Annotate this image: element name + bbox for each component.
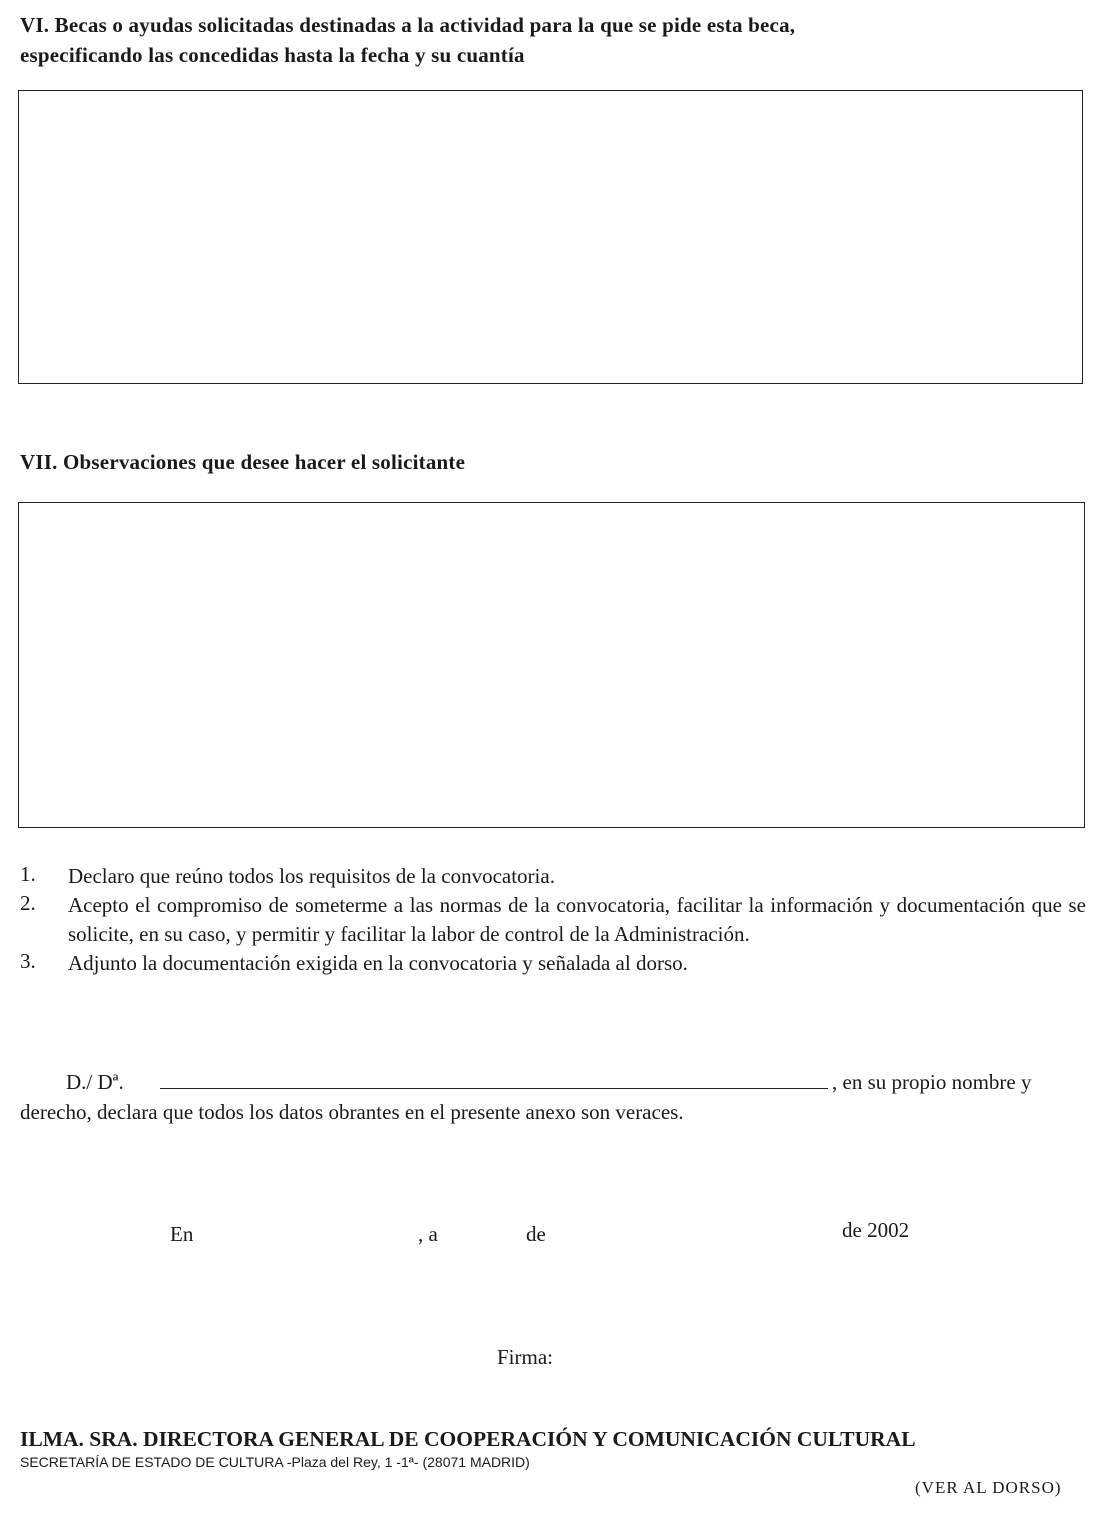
declaration-number: 3. (20, 949, 36, 973)
date-year-label: de 2002 (842, 1218, 910, 1242)
date-month-label: de (526, 1222, 546, 1246)
footer-address: SECRETARÍA DE ESTADO DE CULTURA -Plaza del Rey, 1 -1ª- (28071 MADRID) (20, 1454, 530, 1470)
date-day-label: , a (418, 1222, 438, 1246)
section-6-answer-box[interactable] (18, 90, 1083, 384)
name-field-line[interactable] (160, 1088, 828, 1089)
statement-prefix: D./ Dª. (66, 1070, 124, 1094)
section-6-title (20, 10, 1090, 70)
signature-label: Firma: (497, 1345, 553, 1369)
declaration-text: Declaro que reúno todos los requisitos de la convocatoria. (68, 864, 555, 888)
declaration-text: Adjunto la documentación exigida en la convocatoria y señalada al dorso. (68, 951, 688, 975)
section-6-title-line1: VI. Becas o ayudas solicitadas destinadas a la actividad para la que se pide esta beca, (20, 13, 796, 37)
declaration-item (20, 862, 1086, 891)
date-place-label: En (170, 1222, 194, 1246)
see-back-note: (VER AL DORSO) (915, 1478, 1062, 1497)
declaration-text: Acepto el compromiso de someterme a las normas de la convocatoria, facilitar la información y documentación que se solicite, en su caso, y permitir y facilitar la labor de control de la Administración. (68, 893, 1086, 946)
section-6-title-line2: especificando las concedidas hasta la fecha y su cuantía (20, 43, 525, 67)
declaration-number: 1. (20, 862, 36, 886)
footer-recipient: ILMA. SRA. DIRECTORA GENERAL DE COOPERACIÓN Y COMUNICACIÓN CULTURAL (20, 1427, 916, 1451)
statement-suffix: , en su propio nombre y (832, 1070, 1032, 1094)
declaration-number: 2. (20, 891, 36, 915)
declarations-list (20, 862, 1086, 978)
statement-line2: derecho, declara que todos los datos obrantes en el presente anexo son veraces. (20, 1100, 684, 1124)
declaration-item (20, 891, 1086, 949)
section-7-answer-box[interactable] (18, 502, 1085, 828)
declaration-item (20, 949, 1086, 978)
section-7-title: VII. Observaciones que desee hacer el solicitante (20, 450, 466, 474)
